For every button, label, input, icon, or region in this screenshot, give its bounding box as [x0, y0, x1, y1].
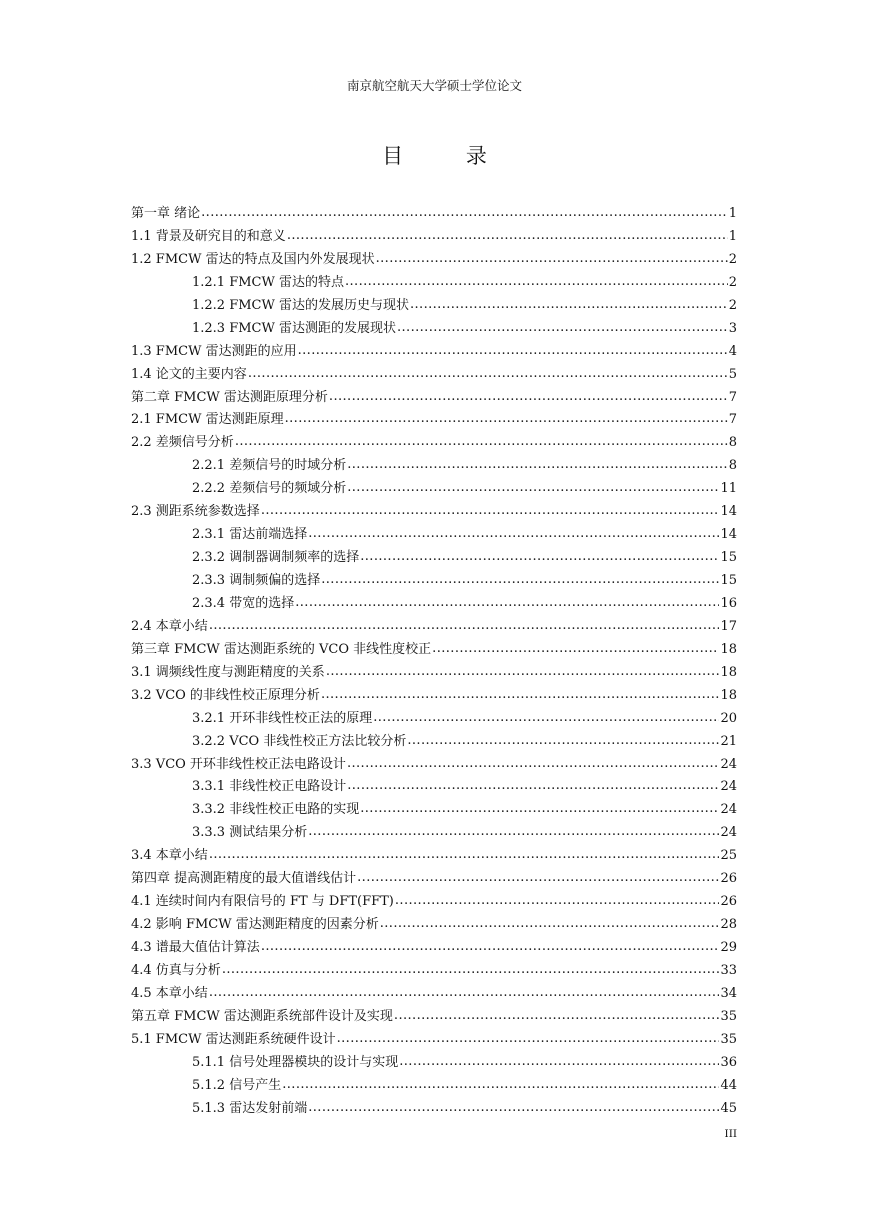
toc-entry-page: 3: [728, 320, 737, 336]
toc-entry-label: 5.1.2 信号产生: [192, 1077, 282, 1093]
toc-entry[interactable]: [131, 1075, 737, 1098]
toc-entry-label: 3.3 VCO 开环非线性校正法电路设计: [131, 756, 346, 772]
toc-entry[interactable]: [131, 226, 737, 249]
toc-entry[interactable]: [131, 776, 737, 799]
toc-entry-page: 8: [728, 435, 737, 451]
toc-entry-page: 7: [728, 412, 737, 428]
dot-leader: [295, 592, 719, 615]
dot-leader: [285, 408, 728, 431]
toc-entry[interactable]: [131, 868, 737, 891]
toc-entry-label: 5.1.3 雷达发射前端: [192, 1100, 308, 1116]
toc-entry-page: 4: [728, 343, 737, 359]
dot-leader: [287, 225, 728, 248]
toc-entry-page: 14: [720, 504, 737, 520]
toc-entry-page: 14: [720, 527, 737, 543]
toc-entry-page: 24: [720, 756, 737, 772]
toc-entry-label: 5.1.1 信号处理器模块的设计与实现: [192, 1054, 399, 1070]
toc-entry[interactable]: [131, 845, 737, 868]
toc-entry-label: 1.2.1 FMCW 雷达的特点: [192, 274, 344, 290]
toc-entry-page: 20: [720, 710, 737, 726]
dot-leader: [308, 523, 719, 546]
toc-entry[interactable]: [131, 662, 737, 685]
toc-entry-page: 35: [720, 1008, 737, 1024]
dot-leader: [209, 844, 720, 867]
toc-entry-label: 4.1 连续时间内有限信号的 FT 与 DFT(FFT): [131, 894, 394, 910]
toc-entry-page: 18: [720, 641, 737, 657]
toc-entry[interactable]: [131, 1029, 737, 1052]
toc-entry-page: 28: [720, 917, 737, 933]
dot-leader: [360, 546, 719, 569]
dot-leader: [222, 959, 720, 982]
toc-entry-page: 15: [720, 573, 737, 588]
toc-entry-label: 第二章 FMCW 雷达测距原理分析: [131, 389, 328, 405]
dot-leader: [261, 500, 720, 523]
dot-leader: [329, 386, 728, 409]
toc-entry[interactable]: [131, 478, 737, 501]
toc-entry-page: 36: [720, 1054, 737, 1070]
toc-entry-page: 29: [720, 940, 737, 955]
dot-leader: [321, 569, 719, 592]
dot-leader: [407, 730, 719, 753]
toc-entry[interactable]: [131, 616, 737, 639]
toc-entry[interactable]: [131, 960, 737, 983]
dot-leader: [248, 363, 728, 386]
dot-leader: [261, 936, 720, 959]
dot-leader: [209, 982, 720, 1005]
dot-leader: [235, 431, 728, 454]
dot-leader: [410, 294, 728, 317]
dot-leader: [347, 753, 720, 776]
toc-entry[interactable]: [131, 822, 737, 845]
table-of-contents: [131, 203, 737, 1121]
toc-entry[interactable]: [131, 272, 737, 295]
dot-leader: [373, 707, 719, 730]
dot-leader: [397, 317, 728, 340]
toc-entry-label: 第三章 FMCW 雷达测距系统的 VCO 非线性度校正: [131, 641, 432, 657]
dot-leader: [201, 202, 728, 225]
toc-entry-label: 第四章 提高测距精度的最大值谱线估计: [131, 871, 357, 887]
toc-entry[interactable]: [131, 937, 737, 960]
dot-leader: [347, 775, 719, 798]
toc-entry-label: 1.1 背景及研究目的和意义: [131, 228, 286, 244]
toc-entry[interactable]: [131, 364, 737, 387]
toc-entry-label: 2.2.2 差频信号的频域分析: [192, 481, 347, 497]
toc-entry-label: 2.4 本章小结: [131, 618, 208, 634]
toc-entry[interactable]: [131, 731, 737, 754]
toc-entry-label: 2.3.3 调制频偏的选择: [192, 573, 321, 588]
toc-entry-page: 2: [728, 274, 737, 290]
toc-entry-page: 45: [720, 1100, 737, 1116]
toc-entry[interactable]: [131, 685, 737, 708]
toc-entry[interactable]: [131, 249, 737, 272]
toc-entry-page: 21: [720, 733, 737, 749]
toc-entry[interactable]: [131, 501, 737, 524]
toc-entry[interactable]: [131, 570, 737, 593]
toc-entry-label: 4.2 影响 FMCW 雷达测距精度的因素分析: [131, 917, 379, 933]
toc-entry[interactable]: [131, 318, 737, 341]
toc-entry-label: 3.1 调频线性度与测距精度的关系: [131, 664, 325, 680]
toc-entry-page: 26: [720, 871, 737, 887]
toc-entry-page: 18: [720, 687, 737, 703]
toc-entry-page: 16: [720, 595, 737, 611]
toc-entry-page: 11: [720, 481, 737, 497]
dot-leader: [298, 340, 728, 363]
toc-entry-page: 25: [720, 848, 737, 864]
toc-entry[interactable]: [131, 387, 737, 410]
toc-entry-label: 2.3 测距系统参数选择: [131, 504, 260, 520]
toc-entry-page: 8: [728, 458, 737, 474]
dot-leader: [432, 638, 719, 661]
toc-entry[interactable]: [131, 914, 737, 937]
toc-entry-label: 1.2 FMCW 雷达的特点及国内外发展现状: [131, 251, 375, 267]
toc-entry-label: 第五章 FMCW 雷达测距系统部件设计及实现: [131, 1008, 393, 1024]
toc-entry[interactable]: [131, 754, 737, 777]
toc-entry-page: 2: [728, 251, 737, 267]
toc-entry-page: 35: [720, 1031, 737, 1047]
toc-entry-label: 1.2.2 FMCW 雷达的发展历史与现状: [192, 297, 409, 313]
toc-entry-label: 2.1 FMCW 雷达测距原理: [131, 412, 284, 428]
toc-entry-page: 33: [720, 962, 737, 978]
toc-entry[interactable]: [131, 524, 737, 547]
dot-leader: [321, 684, 720, 707]
toc-entry-label: 4.4 仿真与分析: [131, 962, 221, 978]
dot-leader: [282, 1074, 719, 1097]
toc-entry-label: 1.3 FMCW 雷达测距的应用: [131, 343, 297, 359]
toc-entry-page: 44: [720, 1077, 737, 1093]
dot-leader: [308, 1097, 719, 1120]
toc-entry-page: 24: [720, 802, 737, 818]
toc-entry[interactable]: [131, 547, 737, 570]
dot-leader: [395, 890, 720, 913]
toc-entry-page: 17: [720, 618, 737, 634]
toc-entry-label: 2.3.4 带宽的选择: [192, 595, 295, 611]
toc-entry-page: 26: [720, 894, 737, 910]
toc-entry-page: 18: [720, 664, 737, 680]
dot-leader: [399, 1051, 719, 1074]
dot-leader: [347, 477, 719, 500]
dot-leader: [347, 454, 728, 477]
page-number: III: [724, 1128, 737, 1140]
dot-leader: [337, 1028, 720, 1051]
toc-entry-label: 2.3.2 调制器调制频率的选择: [192, 550, 360, 566]
toc-entry[interactable]: [131, 593, 737, 616]
toc-entry-label: 3.3.1 非线性校正电路设计: [192, 779, 347, 795]
toc-entry[interactable]: [131, 409, 737, 432]
toc-entry-page: 7: [728, 389, 737, 405]
dot-leader: [345, 271, 728, 294]
toc-entry-page: 1: [728, 206, 737, 221]
toc-entry-page: 5: [728, 366, 737, 382]
toc-entry[interactable]: [131, 455, 737, 478]
toc-entry-page: 1: [728, 228, 737, 244]
dot-leader: [308, 821, 719, 844]
toc-entry[interactable]: [131, 983, 737, 1006]
toc-entry[interactable]: [131, 295, 737, 318]
dot-leader: [380, 913, 720, 936]
dot-leader: [394, 1005, 720, 1028]
toc-entry-label: 4.3 谱最大值估计算法: [131, 940, 260, 955]
toc-entry-page: 2: [728, 297, 737, 313]
toc-entry[interactable]: [131, 1052, 737, 1075]
toc-title: 目 录: [382, 144, 515, 168]
toc-entry-label: 3.2.2 VCO 非线性校正方法比较分析: [192, 733, 407, 749]
toc-entry-label: 第一章 绪论: [131, 206, 201, 221]
toc-entry-label: 4.5 本章小结: [131, 985, 208, 1001]
toc-entry-label: 2.2.1 差频信号的时域分析: [192, 458, 347, 474]
toc-entry-label: 3.3.2 非线性校正电路的实现: [192, 802, 360, 818]
toc-entry[interactable]: [131, 708, 737, 731]
toc-entry-label: 3.3.3 测试结果分析: [192, 825, 308, 841]
toc-entry[interactable]: [131, 891, 737, 914]
toc-entry[interactable]: [131, 1098, 737, 1121]
toc-entry-label: 3.2 VCO 的非线性校正原理分析: [131, 687, 320, 703]
toc-entry-page: 24: [720, 779, 737, 795]
toc-entry-label: 5.1 FMCW 雷达测距系统硬件设计: [131, 1031, 336, 1047]
toc-entry-label: 2.2 差频信号分析: [131, 435, 234, 451]
toc-entry-label: 3.2.1 开环非线性校正法的原理: [192, 710, 373, 726]
dot-leader: [326, 661, 720, 684]
toc-entry-page: 15: [720, 550, 737, 566]
toc-entry-page: 34: [720, 985, 737, 1001]
toc-entry[interactable]: [131, 799, 737, 822]
dot-leader: [357, 867, 719, 890]
toc-entry-label: 3.4 本章小结: [131, 848, 208, 864]
toc-entry[interactable]: [131, 203, 737, 226]
dot-leader: [376, 248, 728, 271]
toc-entry[interactable]: [131, 639, 737, 662]
toc-entry[interactable]: [131, 432, 737, 455]
dot-leader: [360, 798, 719, 821]
toc-entry-label: 1.2.3 FMCW 雷达测距的发展现状: [192, 320, 396, 336]
toc-entry-page: 24: [720, 825, 737, 841]
dot-leader: [209, 615, 720, 638]
toc-entry-label: 1.4 论文的主要内容: [131, 366, 247, 382]
toc-entry[interactable]: [131, 1006, 737, 1029]
running-header: 南京航空航天大学硕士学位论文: [346, 78, 522, 93]
toc-entry-label: 2.3.1 雷达前端选择: [192, 527, 308, 543]
toc-entry[interactable]: [131, 341, 737, 364]
